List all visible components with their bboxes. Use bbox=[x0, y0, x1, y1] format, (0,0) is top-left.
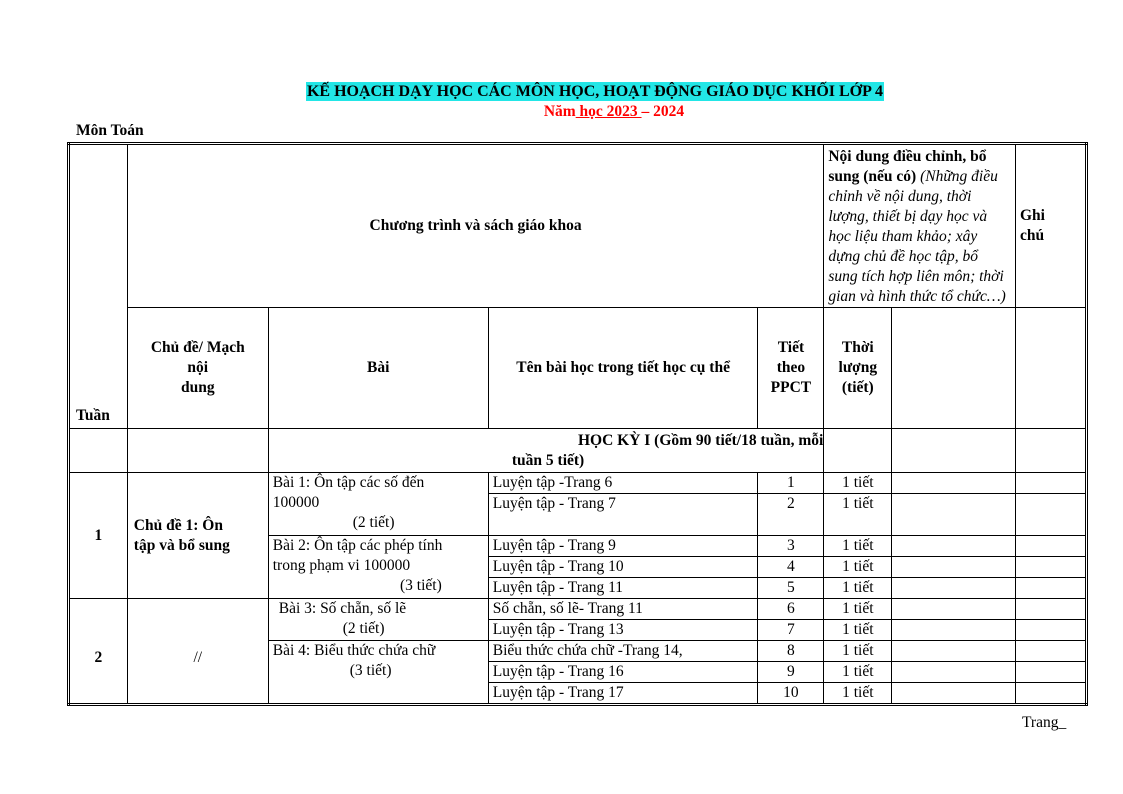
topic-header-line-2: nội bbox=[187, 359, 209, 376]
period-number: 3 bbox=[758, 536, 824, 557]
adjust-cell bbox=[892, 620, 1016, 641]
lesson-line-3: (2 tiết) bbox=[352, 514, 395, 531]
period-number: 7 bbox=[758, 620, 824, 641]
semester-empty-week bbox=[69, 429, 128, 473]
lesson-line-2: (2 tiết) bbox=[342, 620, 385, 637]
duration-value: 1 tiết bbox=[824, 620, 892, 641]
adjust-cell bbox=[892, 557, 1016, 578]
lesson-name: Luyện tập - Trang 17 bbox=[488, 683, 758, 705]
period-number: 9 bbox=[758, 662, 824, 683]
lesson-name: Số chẵn, số lẽ- Trang 11 bbox=[488, 599, 758, 620]
lesson-name: Luyện tập - Trang 11 bbox=[488, 578, 758, 599]
duration-value: 1 tiết bbox=[824, 557, 892, 578]
title-wrap bbox=[0, 82, 1123, 101]
duration-header-line-1: Thời bbox=[841, 339, 874, 356]
semester-line-1: HỌC KỲ I (Gồm 90 tiết/18 tuần, mỗi bbox=[577, 432, 824, 449]
lesson-name: Luyện tập - Trang 13 bbox=[488, 620, 758, 641]
adjust-cell bbox=[892, 578, 1016, 599]
period-number: 6 bbox=[758, 599, 824, 620]
col-note-header bbox=[1015, 144, 1086, 308]
note-empty-cell bbox=[1015, 308, 1086, 429]
lesson-cell bbox=[268, 599, 488, 641]
adjust-cell bbox=[892, 683, 1016, 705]
period-number: 1 bbox=[758, 473, 824, 494]
note-cell bbox=[1015, 599, 1086, 620]
plan-table bbox=[67, 142, 1088, 706]
period-header-line-1: Tiết bbox=[777, 339, 805, 356]
note-cell bbox=[1015, 473, 1086, 494]
lesson-cell bbox=[268, 641, 488, 705]
lesson-name: Luyện tập - Trang 10 bbox=[488, 557, 758, 578]
subject-label: Môn Toán bbox=[76, 122, 144, 139]
lesson-line-1: Bài 1: Ôn tập các số đến bbox=[272, 474, 425, 491]
school-year bbox=[0, 103, 1123, 121]
note-cell bbox=[1015, 557, 1086, 578]
duration-value: 1 tiết bbox=[824, 662, 892, 683]
duration-value: 1 tiết bbox=[824, 578, 892, 599]
lesson-name: Luyện tập - Trang 9 bbox=[488, 536, 758, 557]
duration-header-line-2: lượng bbox=[838, 359, 878, 376]
col-topic-header bbox=[127, 308, 268, 429]
year-underlined: học 2023 bbox=[575, 103, 642, 120]
lesson-line-2: trong phạm vi 100000 bbox=[272, 557, 411, 574]
lesson-line-2: (3 tiết) bbox=[349, 662, 392, 679]
adjust-cell bbox=[892, 641, 1016, 662]
lesson-name: Biểu thức chứa chữ -Trang 14, bbox=[488, 641, 758, 662]
week-number: 2 bbox=[69, 599, 128, 705]
duration-value: 1 tiết bbox=[824, 473, 892, 494]
semester-empty-topic bbox=[127, 429, 268, 473]
page-title: KẾ HOẠCH DẠY HỌC CÁC MÔN HỌC, HOẠT ĐỘNG GIÁO DỤC KHỐI LỚP 4 bbox=[306, 83, 884, 100]
period-header-line-3: PPCT bbox=[770, 379, 812, 396]
period-header-line-2: theo bbox=[776, 359, 806, 376]
lesson-cell bbox=[268, 536, 488, 599]
topic-line-2: tập và bổ sung bbox=[133, 536, 230, 554]
note-cell bbox=[1015, 536, 1086, 557]
header-row-1 bbox=[69, 144, 1087, 308]
lesson-line-2: 100000 bbox=[272, 494, 320, 511]
lesson-line-3: (3 tiết) bbox=[400, 577, 442, 594]
lesson-line-1: Bài 4: Biểu thức chứa chữ bbox=[272, 642, 436, 659]
topic-header-line-3: dung bbox=[180, 379, 215, 396]
header-row-2 bbox=[69, 308, 1087, 429]
lesson-name: Luyện tập -Trang 6 bbox=[488, 473, 758, 494]
lesson-line-1: Bài 2: Ôn tập các phép tính bbox=[272, 537, 443, 554]
duration-value: 1 tiết bbox=[824, 494, 892, 536]
adjust-cell bbox=[892, 473, 1016, 494]
lesson-cell bbox=[268, 473, 488, 536]
topic-cell bbox=[127, 473, 268, 599]
note-cell bbox=[1015, 683, 1086, 705]
period-number: 8 bbox=[758, 641, 824, 662]
duration-value: 1 tiết bbox=[824, 599, 892, 620]
year-suffix: – 2024 bbox=[641, 103, 685, 120]
note-cell bbox=[1015, 578, 1086, 599]
adjust-header-italic: (Những điều chỉnh về nội dung, thời lượng, thiết bị dạy học và học liệu tham khảo; xây dựng chủ đề học tập, bổ sung tích hợp liên môn; thời gian và hình thức tổ chức…) bbox=[828, 168, 1006, 305]
note-header-line-1: Ghi bbox=[1019, 207, 1045, 224]
topic-header-line-1: Chủ đề/ Mạch bbox=[150, 339, 245, 356]
duration-value: 1 tiết bbox=[824, 683, 892, 705]
semester-row bbox=[69, 429, 1087, 473]
period-number: 4 bbox=[758, 557, 824, 578]
adjust-empty-cell bbox=[892, 308, 1016, 429]
topic-line-1: Chủ đề 1: Ôn bbox=[133, 516, 223, 534]
duration-header-line-3: (tiết) bbox=[841, 379, 874, 396]
duration-value: 1 tiết bbox=[824, 536, 892, 557]
period-number: 5 bbox=[758, 578, 824, 599]
lesson-line-1: Bài 3: Số chẵn, số lẽ bbox=[278, 600, 407, 617]
col-adjust-header bbox=[824, 144, 1016, 308]
note-cell bbox=[1015, 494, 1086, 536]
lesson-name: Luyện tập - Trang 7 bbox=[488, 494, 758, 536]
col-duration-header bbox=[824, 308, 892, 429]
year-prefix: Năm bbox=[543, 103, 576, 120]
adjust-cell bbox=[892, 536, 1016, 557]
note-header-line-2: chú bbox=[1019, 227, 1045, 244]
semester-empty-duration bbox=[824, 429, 892, 473]
semester-heading bbox=[268, 429, 824, 473]
col-week-header: Tuần bbox=[69, 144, 128, 429]
adjust-cell bbox=[892, 494, 1016, 536]
lesson-name: Luyện tập - Trang 16 bbox=[488, 662, 758, 683]
note-cell bbox=[1015, 641, 1086, 662]
adjust-cell bbox=[892, 599, 1016, 620]
period-number: 10 bbox=[758, 683, 824, 705]
page-number: Trang_ bbox=[1022, 714, 1067, 731]
duration-value: 1 tiết bbox=[824, 641, 892, 662]
note-cell bbox=[1015, 662, 1086, 683]
table-row bbox=[69, 599, 1087, 620]
col-program-header: Chương trình và sách giáo khoa bbox=[127, 144, 824, 308]
period-number: 2 bbox=[758, 494, 824, 536]
semester-empty-adjust bbox=[892, 429, 1016, 473]
week-number: 1 bbox=[69, 473, 128, 599]
col-period-header bbox=[758, 308, 824, 429]
semester-empty-note bbox=[1015, 429, 1086, 473]
semester-line-2: tuần 5 tiết) bbox=[511, 452, 585, 469]
adjust-header-bold: Nội dung điều chỉnh, bổ sung (nếu có) bbox=[828, 148, 987, 185]
topic-cell: // bbox=[127, 599, 268, 705]
col-lesson-header: Bài bbox=[268, 308, 488, 429]
note-cell bbox=[1015, 620, 1086, 641]
table-row bbox=[69, 473, 1087, 494]
adjust-cell bbox=[892, 662, 1016, 683]
col-lesson-name-header: Tên bài học trong tiết học cụ thể bbox=[488, 308, 758, 429]
